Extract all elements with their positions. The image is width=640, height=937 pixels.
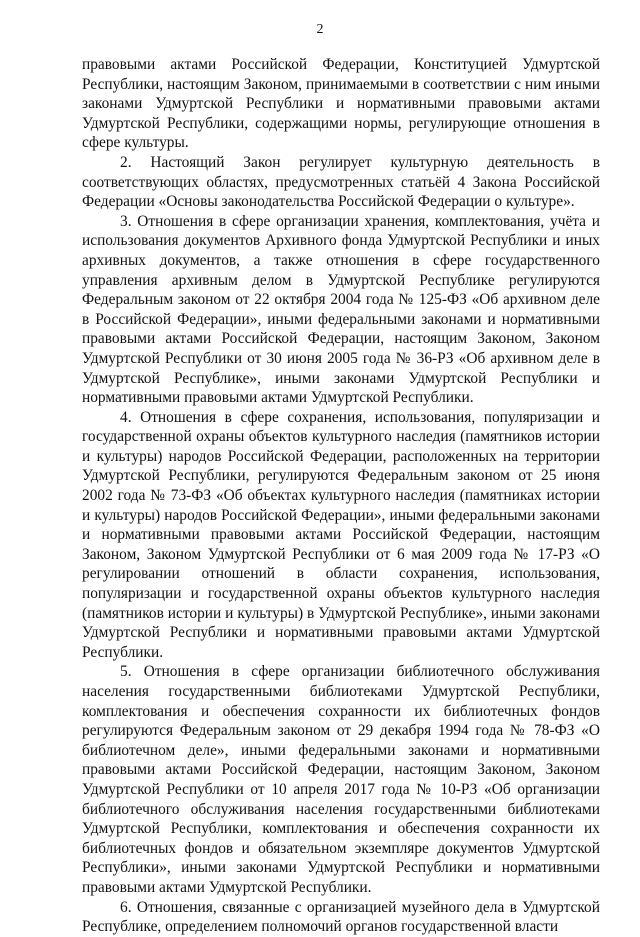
page-number: 2 bbox=[316, 22, 324, 37]
paragraph-4: 4. Отношения в сфере сохранения, использования, популяризации и государственной охраны объектов культурного наследия (памятников истории и культуры) народов Российской Федерации, расположенных на территории Удмуртской Республики, регулируются Федеральным законом от 25 июня 2002 года № 73-ФЗ «Об объектах культурного наследия (памятниках истории и культуры) народов Российской Федерации», иными федеральными законами и нормативными правовыми актами Российской Федерации, настоящим Законом, Законом Удмуртской Республики от 6 мая 2009 года № 17-РЗ «О регулировании отношений в области сохранения, использования, популяризации и государственной охраны объектов культурного наследия (памятников истории и культуры) в Удмуртской Республике», иными законами Удмуртской Республики и нормативными правовыми актами Удмуртской Республики. bbox=[82, 408, 600, 661]
paragraph-3: 3. Отношения в сфере организации хранения, комплектования, учёта и использования документов Архивного фонда Удмуртской Республики и иных архивных документов, а также отношения в сфере государственного управления архивным делом в Удмуртской Республике регулируются Федеральным законом от 22 октября 2004 года № 125-ФЗ «Об архивном деле в Российской Федерации», иными федеральными законами и нормативными правовыми актами Российской Федерации, настоящим Законом, Законом Удмуртской Республики от 30 июня 2005 года № 36-РЗ «Об архивном деле в Удмуртской Республике», иными законами Удмуртской Республики и нормативными правовыми актами Удмуртской Республики. bbox=[82, 212, 600, 407]
paragraph-continuation: правовыми актами Российской Федерации, Конституцией Удмуртской Республики, настоящим Законом, принимаемыми в соответствии с ним иными законами Удмуртской Республики и нормативными правовыми актами Удмуртской Республики, содержащими нормы, регулирующие отношения в сфере культуры. bbox=[82, 56, 600, 152]
paragraph-2: 2. Настоящий Закон регулирует культурную деятельность в соответствующих областях, предусмотренных статьёй 4 Закона Российской Федерации «Основы законодательства Российской Федерации о культуре». bbox=[82, 153, 600, 211]
document-body bbox=[82, 55, 600, 937]
paragraph-6: 6. Отношения, связанные с организацией музейного дела в Удмуртской Республике, определением полномочий органов государственной власти bbox=[82, 898, 600, 936]
paragraph-5: 5. Отношения в сфере организации библиотечного обслуживания населения государственными библиотеками Удмуртской Республики, комплектования и обеспечения сохранности их библиотечных фондов регулируются Федеральным законом от 29 декабря 1994 года № 78-ФЗ «О библиотечном деле», иными федеральными законами и нормативными правовыми актами Российской Федерации, настоящим Законом, Законом Удмуртской Республики от 10 апреля 2017 года № 10-РЗ «Об организации библиотечного обслуживания населения государственными библиотеками Удмуртской Республики, комплектования и обеспечения сохранности их библиотечных фондов и обязательном экземпляре документов Удмуртской Республики», иными законами Удмуртской Республики и нормативными правовыми актами Удмуртской Республики. bbox=[82, 663, 600, 896]
